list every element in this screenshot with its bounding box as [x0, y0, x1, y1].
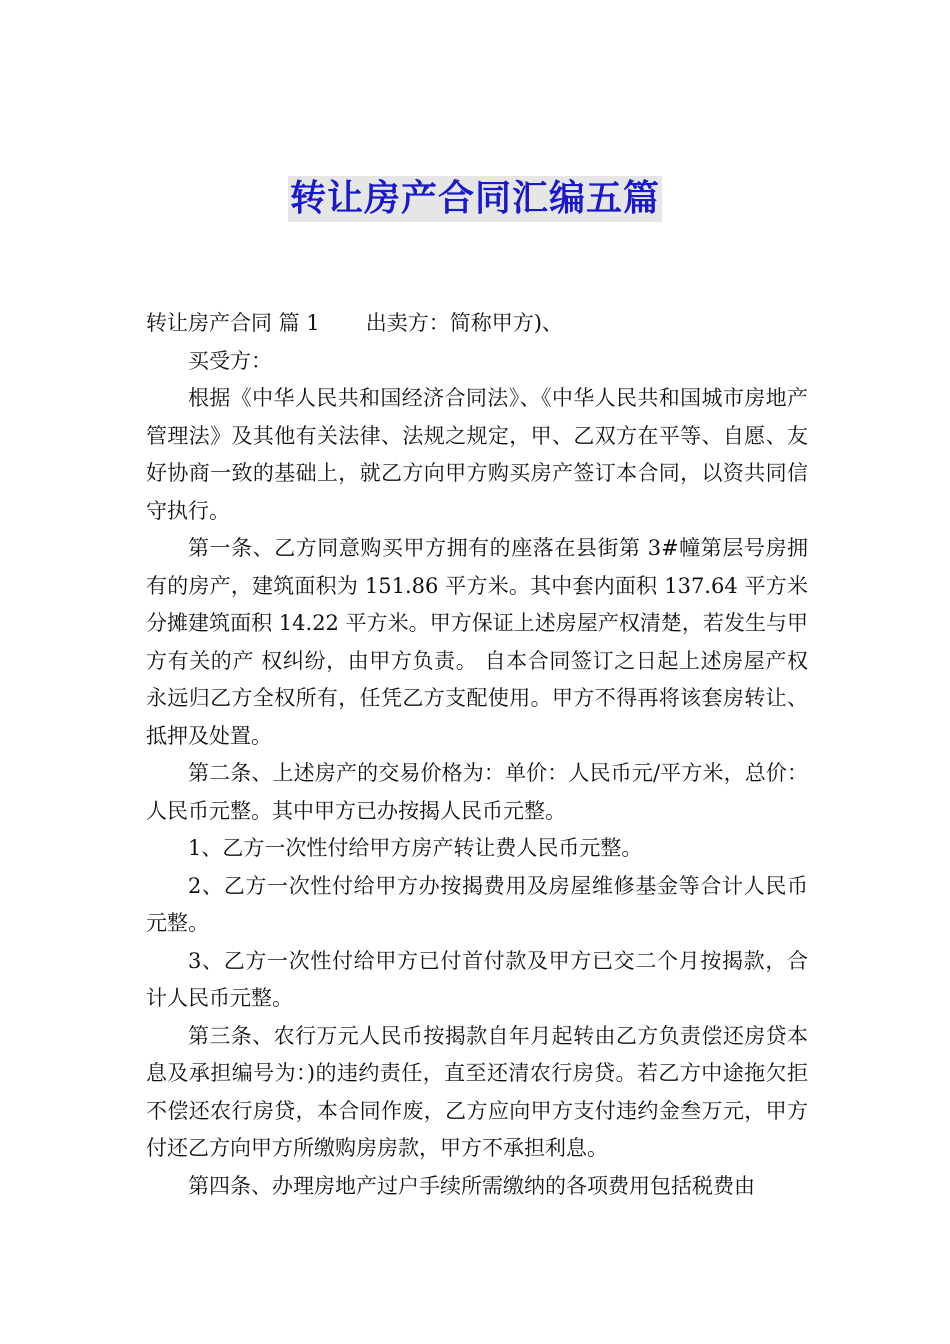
seller-line: 出卖方：简称甲方)、	[365, 311, 563, 335]
title-container	[0, 176, 950, 222]
paragraph-article-4: 第四条、办理房地产过户手续所需缴纳的各项费用包括税费由	[188, 1173, 755, 1198]
paragraph-item-3: 3、乙方一次性付给甲方已付首付款及甲方已交二个月按揭款，合计人民币元整。	[146, 948, 808, 1010]
paragraph-item-2: 2、乙方一次性付给甲方办按揭费用及房屋维修基金等合计人民币元整。	[146, 873, 808, 935]
paragraph-buyer: 买受方：	[188, 348, 272, 373]
paragraph-article-1: 第一条、乙方同意购买甲方拥有的座落在县街第 3#幢第层号房拥有的房产，建筑面积为 151.86 平方米。其中套内面积 137.64 平方米分摊建筑面积 14.22 平方米。甲方保证上述房屋产权清楚，若发生与甲方有关的产 权纠纷，由甲方负责。 自本合同签订之日起上述房屋产权永远归乙方全权所有，任凭乙方支配使用。甲方不得再将该套房转让、抵押及处置。	[146, 536, 808, 748]
document-title: 转让房产合同汇编五篇	[288, 176, 662, 222]
paragraph-article-2: 第二条、上述房产的交易价格为：单价：人民币元/平方米，总价：人民币元整。其中甲方已办按揭人民币元整。	[146, 761, 808, 823]
paragraph-article-3: 第三条、农行万元人民币按揭款自年月起转由乙方负责偿还房贷本息及承担编号为：)的违约责任，直至还清农行房贷。若乙方中途拖欠拒不偿还农行房贷，本合同作废，乙方应向甲方支付违约金叁万元，甲方付还乙方向甲方所缴购房房款，甲方不承担利息。	[146, 1023, 808, 1160]
contract-heading: 转让房产合同 篇 1	[146, 311, 320, 335]
paragraph-basis: 根据《中华人民共和国经济合同法》、《中华人民共和国城市房地产管理法》及其他有关法律、法规之规定，甲、乙双方在平等、自愿、友好协商一致的基础上，就乙方向甲方购买房产签订本合同，以资共同信守执行。	[146, 386, 808, 523]
header-line	[146, 305, 808, 343]
document-body	[146, 305, 808, 1205]
paragraph-item-1: 1、乙方一次性付给甲方房产转让费人民币元整。	[188, 836, 643, 860]
